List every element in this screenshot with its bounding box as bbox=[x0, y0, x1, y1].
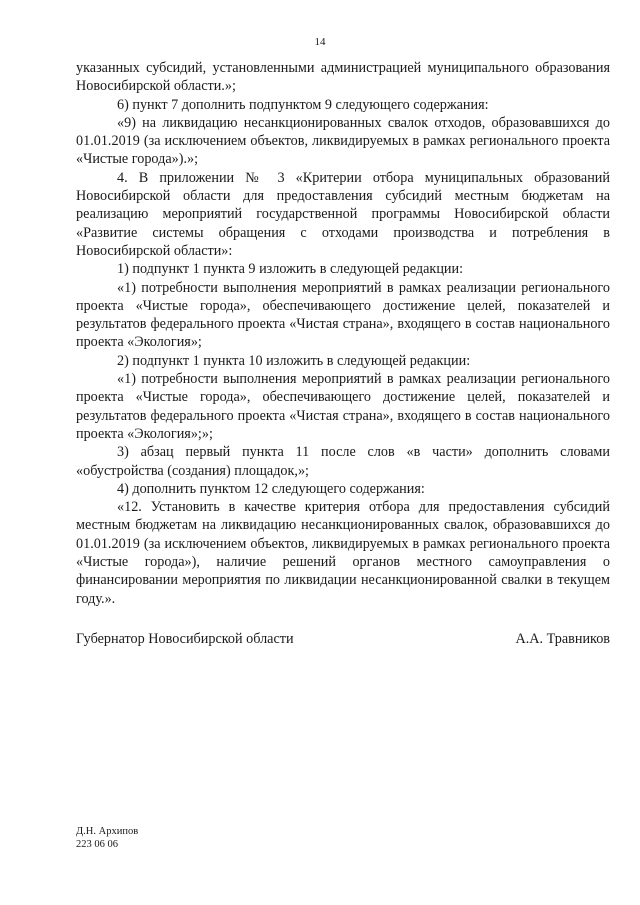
executor-phone: 223 06 06 bbox=[76, 839, 118, 850]
document-body bbox=[76, 59, 610, 608]
paragraph-8: «1) потребности выполнения мероприятий в рамках реализации регионального проекта «Чистые города», обеспечивающего достижение целей, показателей и результатов федерального проекта «Чистая страна», входящего в состав национального проекта «Экология»;»; bbox=[76, 371, 610, 442]
paragraph-2: 6) пункт 7 дополнить подпунктом 9 следующего содержания: bbox=[117, 96, 489, 113]
signatory-position: Губернатор Новосибирской области bbox=[76, 631, 294, 647]
paragraph-11: «12. Установить в качестве критерия отбора для предоставления субсидий местным бюджетам на ликвидацию несанкционированных свалок, образовавшихся до 01.01.2019 (за исключением объектов, ликвидируемых в рамках регионального проекта «Чистые города»), наличие решений органов местного самоуправления о финансировании мероприятия по ликвидации несанкционированной свалки в текущем году.». bbox=[76, 499, 610, 607]
paragraph-5: 1) подпункт 1 пункта 9 изложить в следующей редакции: bbox=[117, 261, 464, 278]
paragraph-7: 2) подпункт 1 пункта 10 изложить в следующей редакции: bbox=[117, 352, 471, 369]
paragraph-10: 4) дополнить пунктом 12 следующего содержания: bbox=[117, 480, 425, 497]
page-number: 14 bbox=[314, 36, 326, 48]
paragraph-9: 3) абзац первый пункта 11 после слов «в части» дополнить словами «обустройства (создания) площадок,»; bbox=[76, 444, 610, 479]
paragraph-1: указанных субсидий, установленными администрацией муниципального образования Новосибирской области.»; bbox=[76, 60, 610, 95]
executor-block bbox=[76, 825, 138, 851]
paragraph-4: 4. В приложении № 3 «Критерии отбора муниципальных образований Новосибирской области для предоставления субсидий местным бюджетам на реализацию мероприятий государственной программы Новосибирской области «Развитие системы обращения с отходами производства и потребления в Новосибирской области»: bbox=[76, 169, 610, 259]
paragraph-6: «1) потребности выполнения мероприятий в рамках реализации регионального проекта «Чистые города», обеспечивающего достижение целей, показателей и результатов федерального проекта «Чистая страна», входящего в состав национального проекта «Экология»; bbox=[76, 279, 610, 351]
paragraph-3: «9) на ликвидацию несанкционированных свалок отходов, образовавшихся до 01.01.2019 (за исключением объектов, ликвидируемых в рамках регионального проекта «Чистые города»).»; bbox=[76, 114, 610, 168]
signatory-name: А.А. Травников bbox=[515, 631, 610, 647]
signature-block bbox=[76, 630, 610, 648]
executor-name: Д.Н. Архипов bbox=[76, 826, 139, 837]
